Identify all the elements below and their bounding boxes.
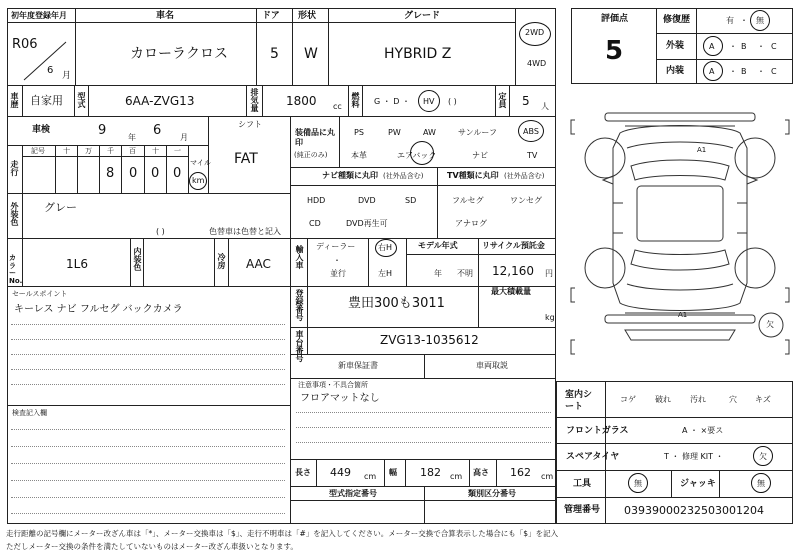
width-label: 幅 xyxy=(389,468,397,477)
import-label: 輸入車 xyxy=(295,245,304,269)
grade: HYBRID Z xyxy=(384,46,452,62)
registration-value: 豊田300も3011 xyxy=(348,296,445,311)
inspection-month-unit: 月 xyxy=(180,133,188,142)
model-year-value: 不明 xyxy=(457,269,473,278)
inspection-year-unit: 年 xyxy=(128,133,136,142)
notes-value: フロアマットなし xyxy=(300,393,380,404)
color-paren: ( ) xyxy=(156,227,165,236)
seat-item: コゲ xyxy=(620,395,636,404)
chassis-label: 車台番号 xyxy=(295,330,304,362)
sales-points-value: キーレス ナビ フルセグ バックカメラ xyxy=(14,304,183,315)
color-no-value: 1L6 xyxy=(66,257,88,271)
odo-digit: 0 xyxy=(129,166,138,181)
seat-item: 汚れ xyxy=(690,395,706,404)
repair-label: 修復歴 xyxy=(663,15,691,25)
drive-4wd: 4WD xyxy=(527,59,547,68)
displacement-unit: cc xyxy=(333,102,342,111)
tv-label: TV種類に丸印 xyxy=(447,171,499,180)
class-no-label: 類別区分番号 xyxy=(468,489,516,498)
navi-item: CD xyxy=(309,219,321,228)
registration-label: 登録番号 xyxy=(295,289,304,321)
import-dealer: ディーラー xyxy=(316,242,356,251)
equipment-item: AW xyxy=(423,128,436,137)
odo-header: 千 xyxy=(107,147,114,155)
tv-item: アナログ xyxy=(455,219,487,228)
windshield-label: フロントガラス xyxy=(566,426,629,436)
grade-dot: ・ xyxy=(729,67,737,76)
height-unit: cm xyxy=(541,472,554,481)
displacement-label: 排気量 xyxy=(250,88,259,112)
seat-item: 破れ xyxy=(655,395,671,404)
odo-digit: 0 xyxy=(151,166,160,181)
max-load-unit: kg xyxy=(545,313,555,322)
width-unit: cm xyxy=(450,472,463,481)
equipment-item: ABS xyxy=(523,127,539,136)
model: 6AA-ZVG13 xyxy=(125,94,195,108)
type-no-label: 型式指定番号 xyxy=(329,489,377,498)
interior-grade: B xyxy=(741,67,747,76)
tools-value: 無 xyxy=(634,479,642,488)
height-value: 162 xyxy=(510,466,531,479)
inspection-year: 9 xyxy=(98,123,107,138)
odo-unit-km: km xyxy=(192,176,205,185)
car-name: カローラクロス xyxy=(130,46,228,62)
warranty-new-car: 新車保証書 xyxy=(338,361,378,370)
drive-2wd: 2WD xyxy=(525,28,545,37)
usage-label: 車歴 xyxy=(10,92,19,108)
import-dot: ・ xyxy=(333,256,341,265)
color-label: 外装色 xyxy=(10,202,19,226)
color-value: グレー xyxy=(44,201,77,214)
interior-color-label: 内装色 xyxy=(133,247,142,271)
import-right-h: 右H xyxy=(378,243,393,252)
odo-header: 百 xyxy=(129,147,136,155)
seat-item: キズ xyxy=(755,395,771,404)
odo-digit: 8 xyxy=(106,166,115,181)
repair-dot: ・ xyxy=(740,16,748,25)
capacity: 5 xyxy=(522,94,530,108)
recycle-value: 12,160 xyxy=(492,264,534,278)
equipment-item: 本革 xyxy=(351,151,367,160)
notes-label: 注意事項・不具合箇所 xyxy=(298,381,368,389)
doors: 5 xyxy=(270,46,279,62)
inspection-label: 車検 xyxy=(32,125,51,135)
equipment-item: ナビ xyxy=(472,151,488,160)
model-year-label: モデル年式 xyxy=(418,241,458,250)
odo-header: 記号 xyxy=(31,147,45,155)
usage: 自家用 xyxy=(30,94,63,107)
repair-no: 無 xyxy=(756,16,764,25)
car-name-label: 車名 xyxy=(156,11,175,21)
equipment-sub-label: (純正のみ) xyxy=(294,151,328,159)
ac-label: 冷房 xyxy=(217,253,226,269)
management-value: 03939000232503001204 xyxy=(624,504,764,517)
exterior-label: 外装 xyxy=(666,41,685,51)
shape-label: 形状 xyxy=(298,11,317,21)
exterior-grade: C xyxy=(771,42,777,51)
shift: FAT xyxy=(234,151,258,167)
capacity-label: 定員 xyxy=(498,92,507,108)
inspector-label: 検査記入欄 xyxy=(12,409,47,417)
odo-header: 一 xyxy=(174,147,181,155)
odo-header: 十 xyxy=(63,147,70,155)
shape: W xyxy=(304,46,318,62)
door-label: ドア xyxy=(262,11,280,21)
seat-item: 穴 xyxy=(729,395,737,404)
tv-item: ワンセグ xyxy=(510,196,542,205)
grade-dot: ・ xyxy=(757,42,765,51)
first-reg-label: 初年度登録年月 xyxy=(11,11,67,20)
sales-points-label: セールスポイント xyxy=(12,290,68,298)
reg-month: 6 xyxy=(47,65,54,76)
fuel-paren: ( ) xyxy=(448,97,457,106)
spare-selected: 欠 xyxy=(759,452,767,461)
ac-value: AAC xyxy=(246,257,271,271)
rating-score: 5 xyxy=(605,36,624,66)
equipment-item: PS xyxy=(354,128,364,137)
grade-label: グレード xyxy=(404,11,441,21)
car-damage-diagram xyxy=(565,108,795,368)
interior-grade: A xyxy=(709,67,715,76)
import-left-h: 左H xyxy=(378,269,393,278)
height-label: 高さ xyxy=(473,468,489,477)
windshield-options: A ・ ×要ス xyxy=(682,426,724,435)
fuel-options: G ・ D ・ xyxy=(374,97,410,106)
displacement: 1800 xyxy=(286,94,317,108)
diagram-mark: A1 xyxy=(697,146,707,154)
tools-label: 工具 xyxy=(573,479,592,489)
odo-unit-mile: マイル xyxy=(190,159,211,167)
management-label: 管理番号 xyxy=(564,505,601,515)
odo-header: 万 xyxy=(85,147,92,155)
exterior-grade: A xyxy=(709,42,715,51)
spare-options: T ・ 修理 KIT ・ xyxy=(664,452,724,461)
length-unit: cm xyxy=(364,472,377,481)
width-value: 182 xyxy=(420,466,441,479)
recycle-label: リサイクル預託金 xyxy=(482,241,545,250)
tv-label-small: (社外品含む) xyxy=(504,172,545,180)
length-label: 長さ xyxy=(295,468,311,477)
fuel-label: 燃料 xyxy=(351,92,360,108)
odo-header: 十 xyxy=(152,147,159,155)
diagram-mark: 欠 xyxy=(766,320,774,329)
chassis-value: ZVG13-1035612 xyxy=(380,333,479,347)
navi-item: DVD xyxy=(358,196,376,205)
color-note: 色替車は色替と記入 xyxy=(209,227,281,236)
spare-label: スペアタイヤ xyxy=(566,452,620,462)
jack-label: ジャッキ xyxy=(680,479,716,489)
equipment-item: サンルーフ xyxy=(458,128,497,137)
max-load-label: 最大積載量 xyxy=(491,287,531,296)
exterior-grade: B xyxy=(741,42,747,51)
footer-line2: ただしメーター交換の条件を満たしていないものはメーター改ざん車扱いとなります。 xyxy=(6,542,298,551)
equipment-item: TV xyxy=(527,151,538,160)
interior-grade: C xyxy=(771,67,777,76)
odo-digit: 0 xyxy=(173,166,182,181)
shift-label: シフト xyxy=(238,120,262,129)
inspection-month: 6 xyxy=(153,123,162,138)
navi-item: DVD再生可 xyxy=(346,219,388,228)
equipment-item: エアバック xyxy=(397,151,437,160)
equipment-airbag-circle xyxy=(410,141,434,165)
navi-item: SD xyxy=(405,196,417,205)
odo-label: 走行 xyxy=(10,160,19,176)
navi-label: ナビ種類に丸印 xyxy=(322,171,378,180)
model-label: 型式 xyxy=(77,92,86,108)
grade-dot: ・ xyxy=(729,42,737,51)
equipment-label: 装備品に丸印 xyxy=(295,128,335,148)
model-year-unit: 年 xyxy=(434,269,442,278)
footer-line1: 走行距離の記号欄にメーター改ざん車は「*」、メーター交換車は「$」、走行不明車は「#」を記入してください。メーター交換で合算表示した場合にも「$」を記入 xyxy=(6,529,559,538)
navi-item: HDD xyxy=(307,196,326,205)
import-parallel: 並行 xyxy=(330,269,346,278)
diagram-mark: A1 xyxy=(678,311,688,319)
reg-era: R06 xyxy=(12,37,38,52)
length-value: 449 xyxy=(330,466,351,479)
color-no-label: カラーNo. xyxy=(9,254,23,286)
repair-yes: 有 xyxy=(726,16,734,25)
recycle-unit: 円 xyxy=(545,269,553,278)
grade-dot: ・ xyxy=(757,67,765,76)
jack-value: 無 xyxy=(757,479,765,488)
interior-label: 内装 xyxy=(666,66,685,76)
warranty-manual: 車両取説 xyxy=(476,361,508,370)
rating-label: 評価点 xyxy=(601,14,629,24)
fuel-selected: HV xyxy=(423,97,435,106)
navi-label-small: (社外品含む) xyxy=(383,172,424,180)
equipment-item: PW xyxy=(388,128,401,137)
tv-item: フルセグ xyxy=(452,196,484,205)
reg-month-unit: 月 xyxy=(62,71,72,81)
interior-seat-label: 室内シート xyxy=(565,390,593,412)
capacity-unit: 人 xyxy=(541,102,549,111)
